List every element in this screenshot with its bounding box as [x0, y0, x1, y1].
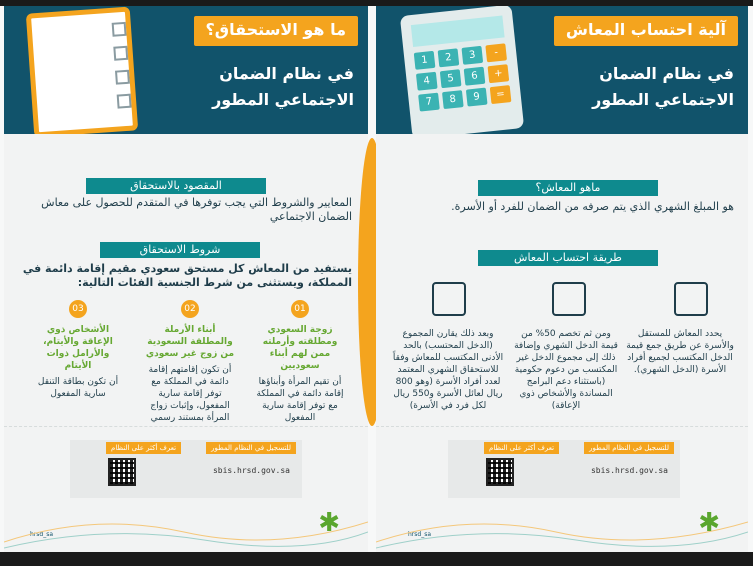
- logo-icon: ✱: [698, 508, 720, 538]
- qr-code-icon[interactable]: [486, 458, 514, 486]
- footer-register-label: للتسجيل في النظام المطور: [584, 442, 674, 454]
- condition-text-3: أن تكون بطاقة التنقل سارية المفعول: [37, 377, 119, 399]
- calculator-key: +: [488, 64, 510, 83]
- condition-title-2: أبناء الأرملة والمطلقة السعودية من زوج غير سعودي: [145, 325, 235, 359]
- calculator-key: -: [485, 43, 507, 62]
- calculator-icon: [400, 6, 524, 140]
- eligibility-subtitle-1: في نظام الضمان: [219, 64, 354, 83]
- condition-text-1: أن تقيم المرأة وأبناؤها إقامة دائمة في المملكة مع توفر إقامة سارية المفعول: [256, 377, 344, 423]
- calc-step-2: [512, 324, 620, 412]
- receipt-icon: [432, 282, 466, 316]
- eligibility-meaning-text: المعايير والشروط التي يجب توفرها في المتقدم للحصول على معاش الضمان الاجتماعي: [41, 196, 352, 223]
- footer-learn-label: تعرف أكثر على النظام: [484, 442, 559, 454]
- calculator-key: 8: [442, 90, 464, 109]
- clipboard-icon: [26, 7, 138, 138]
- calculator-key: 9: [466, 88, 488, 107]
- divider: [376, 426, 748, 427]
- eligibility-body: [4, 134, 368, 552]
- footer-learn-label: تعرف أكثر على النظام: [106, 442, 181, 454]
- bottom-border: [0, 552, 753, 566]
- pension-definition-text: هو المبلغ الشهري الذي يتم صرفه من الضمان للفرد أو الأسرة.: [451, 200, 734, 213]
- footer-box: [448, 440, 680, 498]
- ribbon-calculation-method: طريقة احتساب المعاش: [478, 250, 658, 266]
- calculator-key: 2: [438, 48, 460, 67]
- calc-step-text-2: ومن ثم تخصم 50% من قيمة الدخل الشهري وإضافة ذلك إلى مجموع الدخل غير المكتسب من دعوم حكومية (باستثناء دعم البرامج المساندة والأشخاص ذوي الإعاقة): [514, 329, 618, 411]
- qr-code-icon[interactable]: [108, 458, 136, 486]
- logo-icon: ✱: [318, 508, 340, 538]
- calculator-key: =: [490, 85, 512, 104]
- decorative-wave: [376, 502, 748, 552]
- condition-title-3: الأشخاص ذوي الإعاقة والأيتام، والأرامل ذوات الأيتام: [43, 325, 113, 371]
- eligibility-title: ما هو الاستحقاق؟: [194, 16, 358, 46]
- calculator-key: 7: [418, 93, 440, 112]
- social-handle: hrsd_sa: [30, 531, 54, 538]
- eligibility-header: [4, 6, 368, 134]
- calculator-key: 6: [464, 67, 486, 86]
- condition-column-2: [144, 300, 236, 424]
- ribbon-eligibility-meaning: المقصود بالاستحقاق: [86, 178, 266, 194]
- condition-column-3: [32, 300, 124, 400]
- decorative-wave: [4, 502, 368, 552]
- eligibility-subtitle-2: الاجتماعي المطور: [212, 90, 354, 109]
- calculator-small-icon: [674, 282, 708, 316]
- pension-subtitle-2: الاجتماعي المطور: [592, 90, 734, 109]
- calc-step-1: [626, 324, 734, 376]
- portal-url[interactable]: sbis.hrsd.gov.sa: [212, 466, 290, 475]
- calculator-key: 1: [414, 51, 436, 70]
- condition-column-1: [254, 300, 346, 424]
- condition-number-3: 03: [69, 300, 87, 318]
- condition-number-2: 02: [181, 300, 199, 318]
- calc-step-text-3: وبعد ذلك يقارن المجموع (الدخل المحتسب) بالحد الأدنى المكتسب للمعاش وفقاً للاستحقاق الشهري المعتمد لعدد أفراد الأسرة (وهو 800 ريال لعائل الأسرة و550 ريال لكل فرد في الأسرة): [392, 329, 504, 411]
- footer-box: [70, 440, 302, 498]
- calculator-key: 4: [416, 72, 438, 91]
- calculator-key: 5: [440, 69, 462, 88]
- condition-number-1: 01: [291, 300, 309, 318]
- calc-step-3: [392, 324, 504, 412]
- ribbon-what-is-pension: ماهو المعاش؟: [478, 180, 658, 196]
- percent-icon: [552, 282, 586, 316]
- pension-header: [376, 6, 748, 134]
- condition-text-2: أن تكون إقامتهم إقامة دائمة في المملكة مع توفر إقامة سارية المفعول، وإثبات زواج المرأة بمستند رسمي: [148, 365, 232, 423]
- condition-title-1: زوجة السعودي ومطلقته وأرملته ممن لهم أبناء سعوديين: [262, 325, 338, 371]
- ribbon-eligibility-conditions: شروط الاستحقاق: [100, 242, 260, 258]
- pension-panel: [376, 6, 748, 552]
- portal-url[interactable]: sbis.hrsd.gov.sa: [590, 466, 668, 475]
- calc-step-text-1: يحدد المعاش للمستقل والأسرة عن طريق جمع قيمة الدخل المكتسب لجميع أفراد الأسرة (الدخل الشهري).: [626, 329, 734, 375]
- pension-subtitle-1: في نظام الضمان: [599, 64, 734, 83]
- divider: [4, 426, 368, 427]
- social-handle: hrsd_sa: [408, 531, 432, 538]
- pension-body: [376, 134, 748, 552]
- eligibility-panel: [4, 6, 368, 552]
- eligibility-conditions-text: يستفيد من المعاش كل مستحق سعودي مقيم إقامة دائمة في المملكة، ويستثنى من شرط الجنسية الفئات التالية:: [22, 262, 352, 289]
- footer-register-label: للتسجيل في النظام المطور: [206, 442, 296, 454]
- calculator-key: 3: [461, 46, 483, 65]
- pension-title: آلية احتساب المعاش: [554, 16, 738, 46]
